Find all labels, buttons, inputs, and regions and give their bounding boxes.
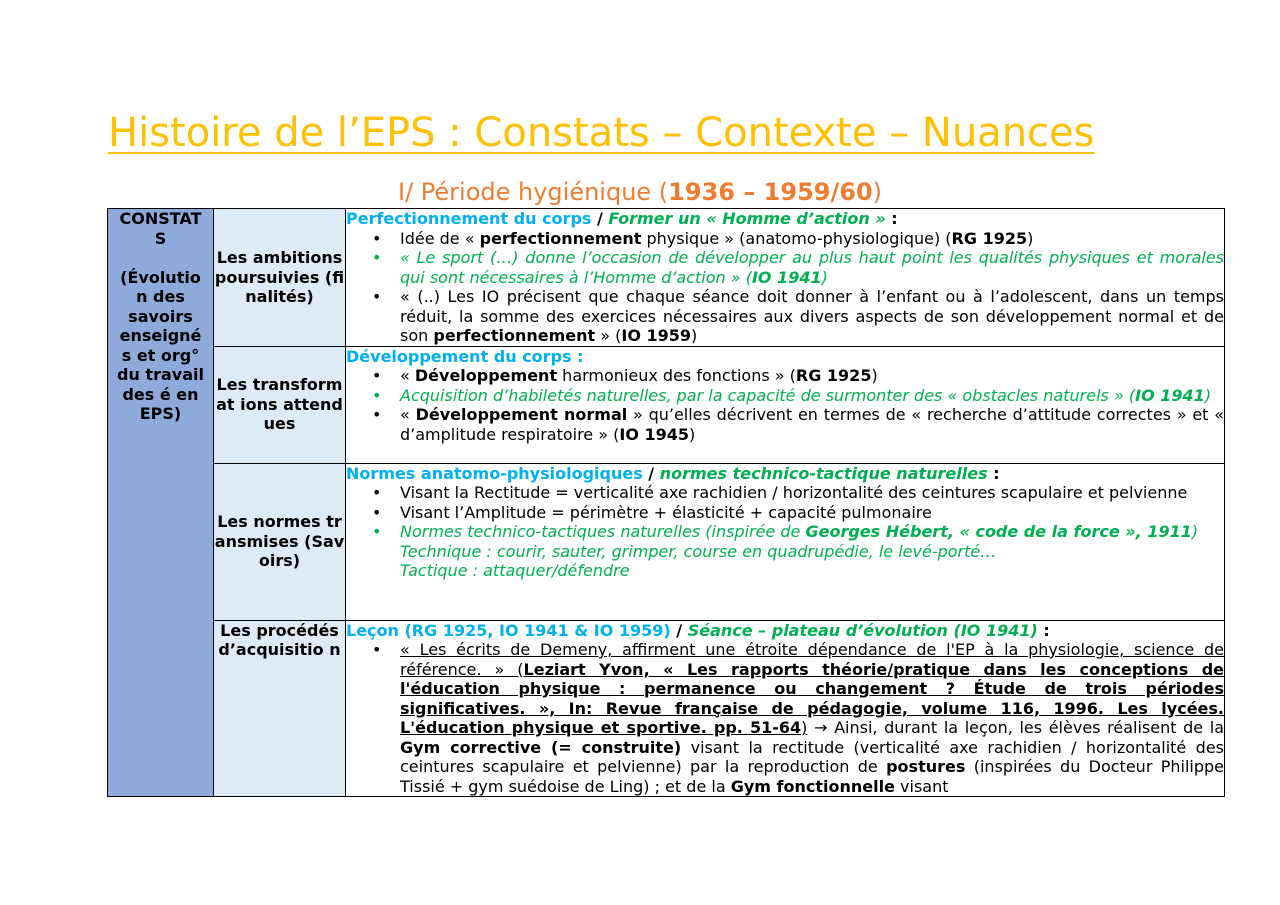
row-header [346, 464, 1224, 484]
header-primary: Leçon (RG 1925, IO 1941 & IO 1959) [346, 620, 671, 640]
reference: IO 1945 [619, 424, 690, 444]
sub-line: Tactique : attaquer/défendre [400, 561, 630, 580]
text: visant [894, 776, 949, 796]
row-header: Développement du corps : [346, 346, 584, 366]
reference: RG 1925 [795, 366, 872, 385]
bullet-list [346, 229, 1224, 346]
text: ) [689, 424, 696, 444]
header-primary: Perfectionnement du corps [346, 209, 592, 228]
bullet-icon: • [372, 640, 382, 659]
header-secondary: Former un « Homme d’action » [608, 209, 886, 228]
col1-line: s et org° [121, 345, 200, 365]
reference: IO 1959 [621, 326, 692, 345]
header-end: : [987, 463, 1000, 483]
section-title [0, 176, 1280, 208]
list-item [346, 640, 1224, 796]
reference: IO 1941 [1135, 385, 1205, 405]
list-item [346, 522, 1224, 542]
text: « [400, 405, 416, 424]
quote: « Les écrits de Demeny, affirment une étroite dépendance de l'EP à la physiologie, science de référence. » ( [400, 640, 1224, 679]
bullet-list [346, 366, 1224, 444]
text: « Le sport (…) donne l’occasion de développer au plus haut point les qualités physiques et morales qui sont nécessaires à l’Homme d’action » ( [400, 248, 1224, 287]
list-item [346, 287, 1224, 346]
bullet-icon: • [372, 385, 382, 405]
text: Idée de « [400, 228, 480, 248]
text: ) [1191, 522, 1199, 541]
table-row [108, 463, 1225, 620]
row-label: Les ambitions poursuivies (finalités) [214, 209, 346, 347]
list-item [346, 386, 1224, 406]
row-label: Les procédés d’acquisitio n [214, 620, 346, 797]
bullet-list [346, 483, 1224, 542]
col1-line: EPS) [139, 404, 182, 423]
col1-line: CONSTAT [119, 209, 202, 228]
col1-line: des é en [122, 384, 199, 404]
reference: RG 1925 [951, 228, 1028, 248]
header-separator: / [642, 463, 660, 483]
text-bold: Gym fonctionnelle [730, 776, 895, 796]
citation: Leziart Yvon, « Les rapports théorie/pratique dans les conceptions de l'éducation physique : permanence ou changement ? Étude de trois périodes significatives. », In: Revue française de pédagogie, volume 116, 1996. Les lycées. L'éducation physique et sportive. pp. 51-64 [400, 659, 1224, 737]
text: Normes technico-tactiques naturelles (inspirée de [400, 522, 806, 541]
section-years: 1936 – 1959/60 [668, 178, 873, 206]
col1-line: n des [136, 287, 185, 306]
header-separator: / [670, 620, 688, 640]
list-item [346, 405, 1224, 444]
row-content [346, 620, 1225, 797]
list-item [346, 229, 1224, 249]
col1-line: du travail [117, 365, 204, 384]
text-bold: Gym corrective (= construite) [400, 737, 682, 757]
text-bold: postures [886, 757, 966, 776]
table-row [108, 620, 1225, 797]
text-bold: perfectionnement [433, 326, 596, 345]
row-content [346, 463, 1225, 620]
bullet-icon: • [372, 405, 382, 424]
row-content [346, 209, 1225, 347]
text: » ( [595, 326, 622, 345]
list-item [346, 366, 1224, 386]
constats-table [107, 208, 1225, 797]
row-label: Les normes transmises (Savoirs) [214, 463, 346, 620]
text: harmonieux des fonctions » ( [557, 366, 796, 385]
reference: IO 1941 [751, 267, 822, 287]
col1-line: enseigné [119, 326, 202, 345]
bullet-icon: • [372, 483, 382, 502]
text: Visant l’Amplitude = périmètre + élasticité + capacité pulmonaire [400, 502, 932, 522]
text: « (..) Les IO précisent que chaque séance doit donner à l’enfant ou à l’adolescent, dans un temps réduit, la somme des exercices nécessaires aux divers aspects de son développement normal et de son [400, 287, 1224, 345]
text-bold: perfectionnement [479, 228, 642, 248]
row-header [346, 621, 1224, 641]
constats-column [108, 209, 214, 797]
header-end: : [885, 209, 898, 228]
col1-line: (Évolutio [120, 267, 201, 287]
sub-line: Technique : courir, sauter, grimper, course en quadrupédie, le levé-porté… [400, 541, 997, 561]
row-content [346, 346, 1225, 463]
bullet-icon: • [372, 502, 382, 522]
text-bold: Georges Hébert, « code de la force », 1911 [805, 522, 1192, 541]
col1-line: savoirs [128, 306, 193, 326]
text: ) [821, 267, 828, 287]
col1-spacer [108, 248, 213, 268]
row-label: Les transformat ions attendues [214, 346, 346, 463]
bullet-list [346, 640, 1224, 796]
text-bold: Développement normal [415, 405, 628, 424]
bullet-icon: • [372, 522, 382, 541]
bullet-icon: • [372, 287, 382, 306]
list-item [346, 248, 1224, 287]
text: » qu’elles décrivent en termes de « recherche d’attitude correctes » et « d’amplitude respiratoire » ( [400, 405, 1224, 444]
header-end: : [1037, 620, 1050, 640]
text: ) [691, 326, 698, 345]
table-row [108, 209, 1225, 347]
section-prefix: I/ Période hygiénique ( [397, 178, 669, 206]
text: physique » (anatomo-physiologique) ( [641, 228, 952, 248]
text-bold: Développement [414, 366, 558, 385]
header-primary: Normes anatomo-physiologiques [346, 463, 643, 483]
document-title: Histoire de l’EPS : Constats – Contexte – Nuances [108, 110, 1095, 156]
bullet-icon: • [372, 228, 382, 248]
text: « [400, 366, 415, 385]
text: Ainsi, durant la leçon, les élèves réalisent de la [834, 718, 1224, 737]
header-secondary: normes technico-tactique naturelles [659, 463, 988, 483]
col1-line: S [154, 228, 167, 248]
list-item [346, 503, 1224, 523]
list-item [346, 483, 1224, 503]
text: ) [871, 366, 878, 385]
text: ) [801, 718, 808, 737]
text: ) [1027, 228, 1034, 248]
text: ) [1204, 385, 1212, 405]
text: visant la rectitude (verticalité axe rachidien / horizontalité des ceintures scapulaire et pelvienne) par la reproduction de [400, 737, 1224, 776]
bullet-icon: • [372, 366, 382, 385]
text: Acquisition d’habiletés naturelles, par la capacité de surmonter des « obstacles naturels » ( [400, 385, 1136, 405]
text: (inspirées du Docteur Philippe Tissié + gym suédoise de Ling) ; et de la [400, 757, 1224, 796]
table-row [108, 346, 1225, 463]
bullet-icon: • [372, 248, 382, 267]
row-header [346, 209, 1224, 229]
header-secondary: Séance – plateau d’évolution (IO 1941) [687, 620, 1038, 640]
arrow-icon: → [807, 718, 835, 737]
text: Visant la Rectitude = verticalité axe rachidien / horizontalité des ceintures scapulaire et pelvienne [400, 483, 1188, 502]
header-separator: / [591, 209, 609, 228]
section-suffix: ) [872, 178, 883, 206]
